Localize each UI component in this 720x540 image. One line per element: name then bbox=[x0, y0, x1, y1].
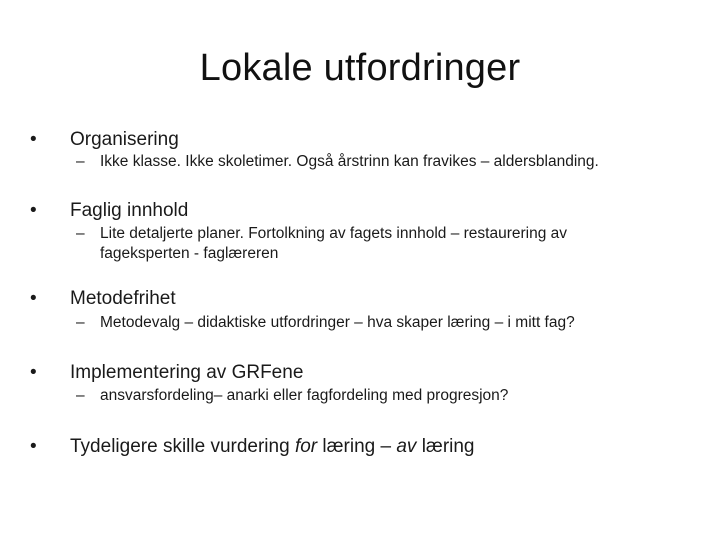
bullet-label: Implementering av GRFene bbox=[70, 362, 304, 383]
label-part: Tydeligere skille vurdering bbox=[70, 436, 295, 457]
bullet-label: Organisering bbox=[70, 129, 179, 150]
slide-title: Lokale utfordringer bbox=[199, 47, 521, 89]
dash-icon: – bbox=[76, 387, 85, 404]
bullet-icon: • bbox=[30, 362, 37, 383]
label-part: læring bbox=[416, 436, 475, 457]
dash-icon: – bbox=[76, 225, 85, 242]
bullet-label: Metodefrihet bbox=[70, 288, 176, 309]
sub-item-text: Ikke klasse. Ikke skoletimer. Også årstrinn kan fravikes – aldersblanding. bbox=[100, 153, 599, 170]
bullet-label bbox=[70, 435, 475, 459]
sub-item-text: Lite detaljerte planer. Fortolkning av fagets innhold – restaurering av fageksperten - faglæreren bbox=[100, 225, 568, 262]
label-italic-av: av bbox=[396, 436, 417, 457]
label-part: læring – bbox=[317, 436, 397, 457]
bullet-label: Faglig innhold bbox=[70, 200, 189, 221]
sub-item-text: Metodevalg – didaktiske utfordringer – hva skaper læring – i mitt fag? bbox=[100, 314, 575, 331]
bullet-icon: • bbox=[30, 436, 37, 457]
label-italic-for: for bbox=[294, 436, 318, 457]
bullet-icon: • bbox=[30, 129, 37, 150]
bullet-icon: • bbox=[30, 200, 37, 221]
sub-item-text: ansvarsfordeling– anarki eller fagfordeling med progresjon? bbox=[100, 387, 509, 404]
dash-icon: – bbox=[76, 153, 85, 170]
bullet-icon: • bbox=[30, 288, 37, 309]
dash-icon: – bbox=[76, 314, 85, 331]
